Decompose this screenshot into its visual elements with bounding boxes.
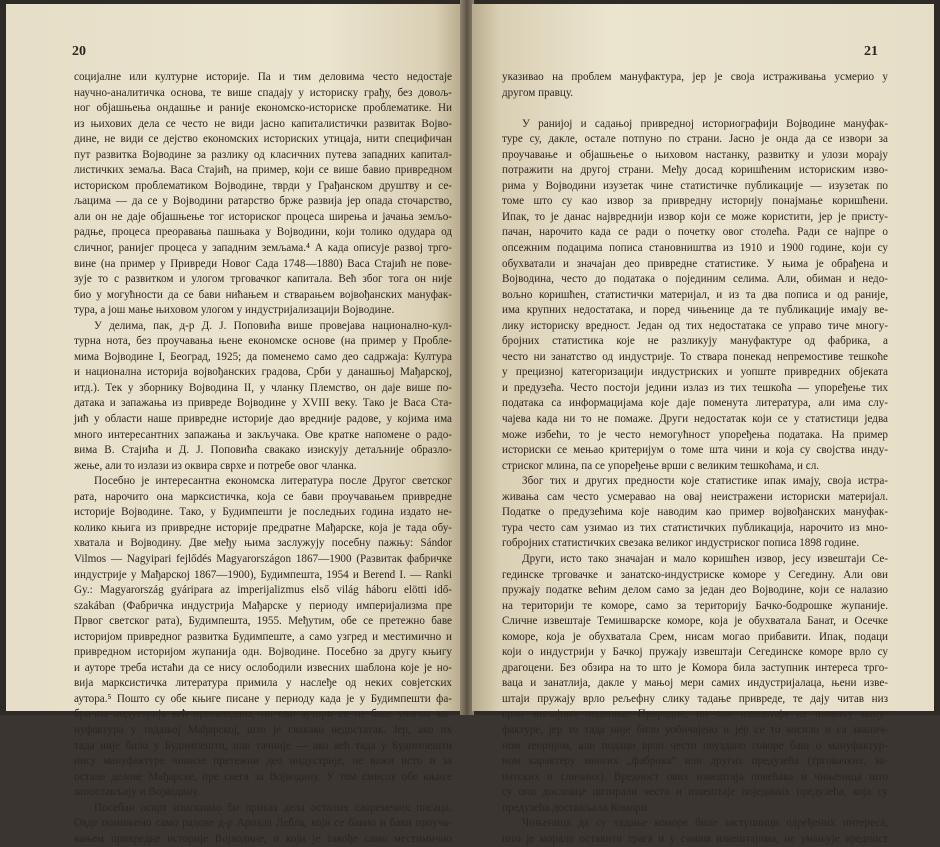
text-line: рима у Војводини изузетак чине статистичке публикације — изузетак по <box>502 179 888 192</box>
text-line: Други, исто тако значајан и мало коришћен извор, јесу извештаји Се- <box>522 552 888 565</box>
text-line: али он не даје објашњење тог историског процеса ширења и јачања земљо- <box>74 210 452 223</box>
page-number-left: 20 <box>72 44 86 59</box>
text-line: драгоцени. Без обзира на то што је Комора била заступник интереса трго- <box>502 661 888 674</box>
text-line: Gy.: Magyarország gyáripara az imperijalizmus első világ háboru elötti idő- <box>74 584 452 597</box>
text-line: пачан, нарочито када се ради о почетку овог столећа. Ради се најпре о <box>502 226 888 239</box>
text-line: често ни занатство од индустрије. То ствара понекад непремостиве тешкоће <box>502 350 888 363</box>
text-line: су они дословце цитирали често и извештаје појединих предузећа, која су <box>502 786 888 799</box>
text-line: штаји пружају врло рељефну слику тадање привреде, те дају читав низ <box>502 692 888 705</box>
text-line: социјалне или културне историје. Па и тим деловима често недостаје <box>74 71 452 83</box>
text-line: историски се мењао критеријум о томе шта чини и која су својства инду- <box>502 444 888 457</box>
text-line: обухватали и значајан део привредне статистике. У њима је обрађена и <box>502 257 888 270</box>
text-line: брoјних статистика које не разликују мануфактуре од фабрика, а <box>502 335 888 348</box>
right-page-text <box>502 70 888 847</box>
text-line: живања сам често усмеравао на овај неистражени историски материјал. <box>502 490 888 503</box>
text-line: вањем привредне историје Војводине, и који је такође само местимично <box>74 832 452 845</box>
text-line: жење, али то излази из оквира сврхе и потребе овог чланка. <box>74 459 357 472</box>
text-line: љацима — да се у Војводини ратарство брже развија јер опада сточарство, <box>74 195 452 208</box>
text-line: Vilmos — Nagyipari fejlődés Magyarországon 1867—1900 (Развитак фабричке <box>74 552 452 565</box>
text-line: Овде помињемо само радове д-р Арпада Лебла, који се бавио и бави проуча- <box>74 817 452 830</box>
text-line: много интересантних запажања и закључака. Ове кратке напомене о радо- <box>74 428 452 441</box>
text-line: вине (на пример у Привреди Новог Сада 1748—1880) Васа Стајић не пове- <box>74 257 452 270</box>
text-line: података са информацијама које даје поменута литература, али има слу- <box>502 397 888 410</box>
text-line: научно-аналитичка основа, те више спадају у историску грађу, без довољ- <box>74 86 452 99</box>
text-line: стриског млина, па се упоређење врши с великим тешкоћама, и сл. <box>502 459 820 472</box>
text-line: мима Војводине I, Београд, 1925; да поменемо само део садржаја: Култура <box>74 350 452 363</box>
text-line: историском проблематиком Војводине, тврди у Грађанском друштву и се- <box>74 179 452 192</box>
text-line: Посебан осврт изискивао би приказ дела осталих савремених писаца. <box>94 801 452 814</box>
text-line: коморе, која је обухватала Срем, нисам могао прибавити. Ипак, подаци <box>502 630 888 643</box>
text-line: зује то с развитком и улогом трговачког капитала. Већ због тога он није <box>74 273 452 286</box>
text-line: гединске трговачке и занатско-индустриске коморе у Сегедину. Али ови <box>502 568 888 581</box>
text-line: врло значајних података. Природно, ни ови извештаји не помињу ману- <box>502 708 888 721</box>
left-page <box>6 4 462 845</box>
text-line: листичких земаља. Васа Стајић, на пример, који се више бавио привредном <box>74 164 452 177</box>
text-line: указивао на проблем мануфактура, јер је своја истраживања усмерио у <box>502 71 888 83</box>
text-line: дине, не види се дејство економских историских утицаја, нити специфичан <box>74 133 452 146</box>
left-page-text <box>74 70 452 847</box>
text-line: датака и запажања из привреде Војводине у XVIII веку. Тако је Васа Ста- <box>74 397 452 410</box>
text-line: У ранијој и садањој привредној историографији Војводине мануфак- <box>522 117 888 130</box>
text-line: Посебно је интересантна економска литература после Другог светског <box>94 475 452 488</box>
text-line: томе што су као извор за привредну историју понајмање коришћени. <box>502 195 888 208</box>
text-line: Чињеница да су тадање коморе биле заступници одређених интереса, <box>522 817 888 830</box>
text-line: вима В. Стајића и Д. Ј. Поповића свакако изискују детаљније образло- <box>74 444 452 457</box>
text-line: на територији те коморе, само за територију Бачко-бодрошке жупаније. <box>502 599 888 612</box>
text-line: ном теоријом, али подаци врло често поуздано говоре баш о мануфактур- <box>502 739 888 752</box>
text-line: радње, процеса преоравања пашњака у Војводини, који толико одудара од <box>74 226 452 239</box>
text-line: хватала и Војводину. Две међу њима заслужују посебну пажњу: Sándor <box>74 537 452 550</box>
text-line: запостављају и Војводину. <box>74 786 200 799</box>
text-line <box>502 101 888 117</box>
text-line: Сличне извештаје Темишварске коморе, која је обухватала Банат, и Осечке <box>502 615 888 628</box>
text-line: сличног, ранијег процеса у западним земљама.⁴ А када описује развој трго- <box>74 242 452 255</box>
text-line: Првог светског рата), Будимпешта, 1955. Међутим, обе се претежно баве <box>74 615 452 628</box>
text-line: проучавање и објашњење о њиховом настанку, развитку и улози морају <box>502 148 888 161</box>
text-line: гобројних статистичких свезака великог индустриског пописа 1898 године. <box>502 537 860 550</box>
text-line: из њихових дела се често не види јасно капиталистички развитак Војво- <box>74 117 452 130</box>
text-line: Податке о предузећима које наводим као пример војвођанских мануфак- <box>502 506 888 519</box>
text-line: аутора.⁵ Пошто су обе књиге писане у периоду када је у Будимпешти фа- <box>74 692 452 705</box>
text-line: Ипак, то је данас најврeднији извор који се може користити, јер је присту- <box>502 210 888 223</box>
text-line: szakában (Фабричка индустрија Мађарске у периоду империјализма пре <box>74 599 452 612</box>
text-line: историје Војводине. Тако, у Будимпешти је последњих година издато не- <box>74 506 452 519</box>
text-line: што је морало оставити трага и у самим извештајима, не умањује вредност <box>502 832 888 845</box>
text-line: брична индустрија већ преовладала, ни ови аутори се не баве улогом ма- <box>74 708 452 721</box>
text-line: У делима, пак, д-р Д. Ј. Поповића више провејава национално-кул- <box>94 319 452 332</box>
text-line: натских и сличних). Вредност ових извештаја повећава и чињеница што <box>502 770 888 783</box>
text-line: ваца и занатлија, дакле у мањој мери самих индустријалаца, њени изве- <box>502 677 888 690</box>
text-line: и ауторе треба истаћи да се нису ослободили извесних шаблона које је но- <box>74 661 452 674</box>
text-line: и национална историја војвођанских градова, Срби у данашњој Мађарској, <box>74 366 452 379</box>
text-line: итд.). Тек у зборнику Војводина II, у чланку Племство, он даје више по- <box>74 381 452 394</box>
text-line: тура често сам узимао из тих статистичких публикација, нарочито из мно- <box>502 521 888 534</box>
text-line: који о индустрији у Бачкој пружају извештаји Сегединске коморе врло су <box>502 646 888 659</box>
text-line: привредном историјом жупанија одн. Војводине. Посебно за другу књигу <box>74 646 452 659</box>
right-page <box>472 4 934 845</box>
text-line: и предузећа. Често постоји једини излаз из тих тешкоћа — упоређење тих <box>502 381 888 394</box>
text-line: у прецизној категоризацији индустриских и уопште привредних објеката <box>502 366 888 379</box>
text-line: тура, а још мање њиховом улогом у индустријализацији Војводине. <box>74 304 395 317</box>
text-line: индустрије у Мађарској 1867—1900), Будимпешта, 1954 и Berend I. — Ranki <box>74 568 452 581</box>
text-line: вија марксистичка литература примила у наслеђе од неких совјетских <box>74 677 452 690</box>
text-line: нуфактура у тадањој Мађарској, што је свакако недостатак. Јер, ако их <box>74 723 452 736</box>
text-line: потражити на другој страни. Међу досад коришћеним историским изво- <box>502 164 888 177</box>
text-line: Војводина, често до података о појединим селима. Али, обиман и недо- <box>502 273 888 286</box>
text-line: може избећи, то је често немогућност упоређења података. На пример <box>502 428 888 441</box>
text-line: јић у области наше привредне историје дао вредније радове, у којима има <box>74 413 452 426</box>
text-line: другом правцу. <box>502 86 574 99</box>
text-line: тада није било у Будимпешти, или тачније — ако већ тада у Будимпешти <box>74 739 452 752</box>
page-number-right: 21 <box>864 44 878 59</box>
text-line: остале делове Мађарске, пре свега за Војводину. У том смислу обе књиге <box>74 770 452 783</box>
text-line: ном карактеру многих „фабрика” или других предузећа (трговачких, за- <box>502 755 888 768</box>
text-line: ног објашњења ондашње и раније економско-историске проблематике. Ни <box>74 102 452 115</box>
text-line: има крупних недостатака, и поред чињенице да те публикације имају ве- <box>502 304 888 317</box>
text-line: пружају податке већим делом само за један део Војводине, који се налазио <box>502 584 888 597</box>
text-line: рата, нарочито она марксистичка, која се бави проучавањем привредне <box>74 490 452 503</box>
text-line: нису мануфактуре чиниле претежни део индустрије, не важи исто и за <box>74 755 452 768</box>
text-line: колико књига из привредне историје предратне Мађарске, која је тада обу- <box>74 521 452 534</box>
text-line: чајева када ни то не помаже. Други недостатак који се у статистици једва <box>502 413 888 426</box>
text-line: вољно коришћен, статистички материјал, и из та два пописа и од раније, <box>502 288 888 301</box>
text-line: предузећа достављала Комори. <box>502 801 650 814</box>
text-line: историјом привредног развитка Будимпеште, а само узгред и местимично и <box>74 630 452 643</box>
text-line: турна нота, без проучавања њене економске основе (на пример у Пробле- <box>74 335 452 348</box>
text-line: пут развитка Војводине за разлику од класичних путева западних капитал- <box>74 148 452 161</box>
text-line: Због тих и других предности које статистике ипак имају, своја истра- <box>522 475 888 488</box>
text-line: лику историску вредност. Један од тих недостатака се управо тиче многу- <box>502 319 888 332</box>
text-line: опсежним подацима пописа становништва из 1910 и 1900 године, који су <box>502 242 888 255</box>
text-line: био у могућности да се бави нићањем и стварањем војвођанских мануфак- <box>74 288 452 301</box>
text-line: туре су, дакле, остале потпуно по страни. Јасно је онда да се извори за <box>502 133 888 146</box>
text-line: фактуре, јер то тада није било уобичајено и јер се то косило и са званич- <box>502 723 888 736</box>
